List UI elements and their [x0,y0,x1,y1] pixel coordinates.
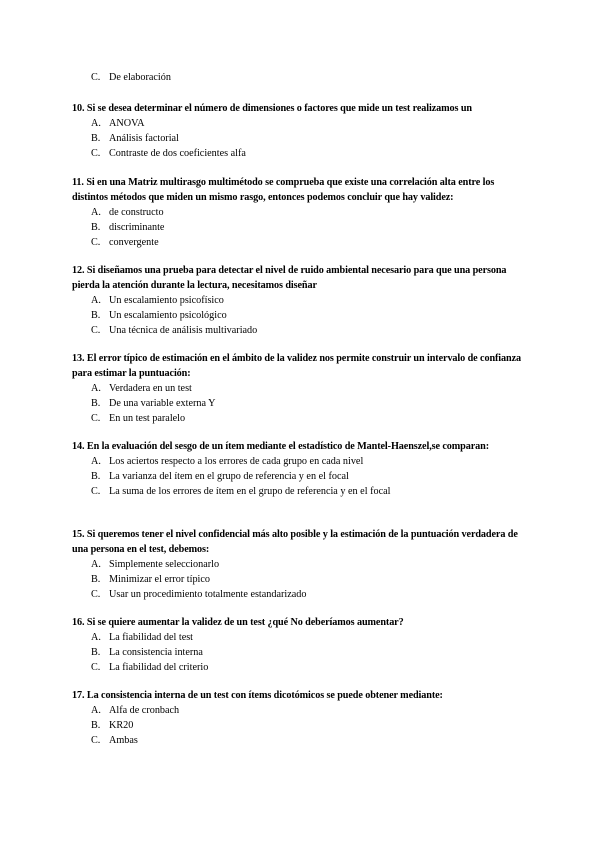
question-10 [72,101,532,161]
option-letter: C. [91,237,101,248]
option-text: La consistencia interna [109,647,203,658]
option-letter: C. [91,486,101,497]
option-letter: C. [91,148,101,159]
question-text: 14. En la evaluación del sesgo de un ítem mediante el estadístico de Mantel-Haenszel,se comparan: [72,441,490,452]
option-a [91,454,532,469]
question-text: 16. Si se quiere aumentar la validez de un test ¿qué No deberíamos aumentar? [72,617,404,628]
option-text: La fiabilidad del test [109,632,194,643]
option-c [91,70,532,85]
option-text: de constructo [109,207,164,218]
option-text: De una variable externa Y [109,398,216,409]
option-text: La varianza del ítem en el grupo de referencia y en el focal [109,471,349,482]
option-text: discriminante [109,222,165,233]
option-letter: A. [91,705,101,716]
option-c [91,587,532,602]
option-a [91,205,532,220]
option-b [91,572,532,587]
option-letter: A. [91,559,101,570]
question-text: 12. Si diseñamos una prueba para detectar el nivel de ruido ambiental necesario para que una persona pierda la atención durante la lectura, necesitamos diseñar [72,265,507,291]
option-letter: A. [91,632,101,643]
option-letter: B. [91,310,101,321]
option-letter: C. [91,589,101,600]
option-c [91,146,532,161]
option-b [91,645,532,660]
option-b [91,396,532,411]
option-letter: A. [91,383,101,394]
option-c [91,323,532,338]
option-a [91,381,532,396]
option-a [91,630,532,645]
option-text: ANOVA [109,118,145,129]
option-text: La suma de los errores de ítem en el grupo de referencia y en el focal [109,486,391,497]
question-text: 17. La consistencia interna de un test con ítems dicotómicos se puede obtener mediante: [72,690,443,701]
option-text: Verdadera en un test [109,383,192,394]
option-letter: C. [91,413,101,424]
option-a [91,293,532,308]
option-text: KR20 [109,720,134,731]
option-letter: C. [91,662,101,673]
question-text: 10. Si se desea determinar el número de dimensiones o factores que mide un test realizamos un [72,103,472,114]
option-letter: A. [91,118,101,129]
option-letter: B. [91,222,101,233]
option-text: Usar un procedimiento totalmente estandarizado [109,589,307,600]
question-16 [72,615,532,675]
option-letter: B. [91,133,101,144]
option-text: Minimizar el error típico [109,574,210,585]
question-13 [72,351,532,426]
option-letter: A. [91,295,101,306]
option-letter: B. [91,647,101,658]
option-c [91,733,532,748]
option-c [91,660,532,675]
option-text: Un escalamiento psicológico [109,310,227,321]
option-text: De elaboración [109,72,171,83]
option-letter: C. [91,325,101,336]
option-letter: C. [91,72,101,83]
option-c [91,235,532,250]
question-text: 11. Si en una Matriz multirasgo multimétodo se comprueba que existe una correlación alta entre los distintos métodos que miden un mismo rasgo, entonces podemos concluir que hay validez: [72,177,495,203]
option-c [91,411,532,426]
option-text: Alfa de cronbach [109,705,180,716]
option-letter: A. [91,456,101,467]
option-text: Análisis factorial [109,133,179,144]
option-letter: B. [91,574,101,585]
option-text: Un escalamiento psicofísico [109,295,224,306]
question-text: 13. El error típico de estimación en el ámbito de la validez nos permite construir un intervalo de confianza para estimar la puntuación: [72,353,522,379]
option-text: En un test paralelo [109,413,186,424]
option-text: Ambas [109,735,138,746]
option-letter: B. [91,398,101,409]
option-letter: A. [91,207,101,218]
option-a [91,557,532,572]
option-letter: C. [91,735,101,746]
option-text: convergente [109,237,159,248]
option-letter: B. [91,720,101,731]
question-11 [72,175,532,250]
question-9-tail [72,70,532,85]
option-b [91,308,532,323]
option-b [91,469,532,484]
option-b [91,131,532,146]
option-text: Los aciertos respecto a los errores de cada grupo en cada nivel [109,456,364,467]
option-text: Una técnica de análisis multivariado [109,325,258,336]
option-c [91,484,532,499]
question-12 [72,263,532,338]
option-b [91,718,532,733]
option-text: Simplemente seleccionarlo [109,559,220,570]
question-14 [72,439,532,499]
question-15 [72,527,532,602]
option-text: La fiabilidad del criterio [109,662,209,673]
option-a [91,703,532,718]
question-text: 15. Si queremos tener el nivel confidencial más alto posible y la estimación de la puntuación verdadera de una persona en el test, debemos: [72,529,518,555]
option-a [91,116,532,131]
question-17 [72,688,532,748]
option-text: Contraste de dos coeficientes alfa [109,148,246,159]
option-b [91,220,532,235]
option-letter: B. [91,471,101,482]
